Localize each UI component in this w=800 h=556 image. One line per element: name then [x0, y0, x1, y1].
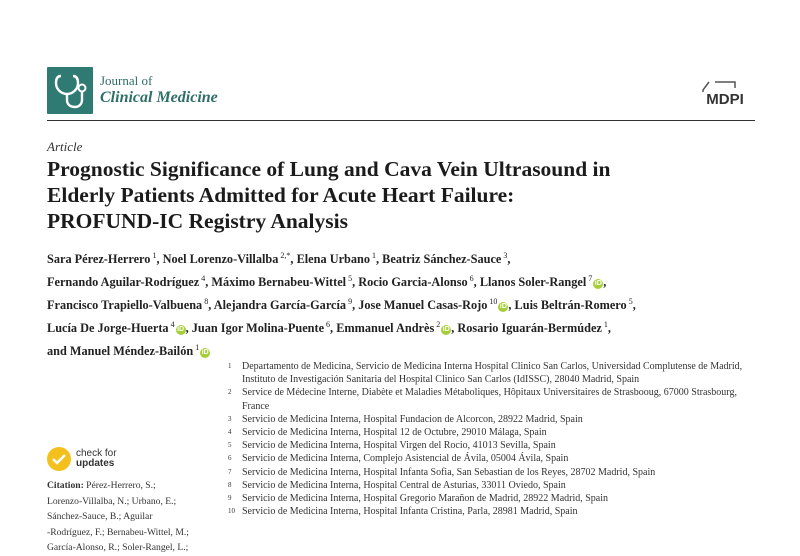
orcid-icon[interactable]: iD — [201, 349, 209, 357]
affiliation-number: 7 — [228, 467, 232, 476]
citation-line: -Rodríguez, F.; Bernabeu-Wittel, M.; — [47, 526, 189, 538]
author-list — [47, 246, 767, 361]
article-type: Article — [47, 139, 83, 154]
author-name[interactable]: Emmanuel Andrès $^2$iD — [336, 320, 450, 336]
affiliation-item — [228, 492, 748, 505]
affiliation-marker: 2 — [434, 320, 441, 330]
affiliation-marker: 6 — [467, 274, 474, 284]
orcid-icon[interactable]: iD — [442, 326, 450, 334]
affiliation-marker: 1 — [193, 343, 200, 353]
citation-line: García-Alonso, R.; Soler-Rangel, L.; — [47, 542, 189, 553]
affiliation-text: Servicio de Medicina Interna, Hospital Central de Asturias, 33011 Oviedo, Spain — [242, 479, 566, 491]
author-line: Lucía De Jorge-Huerta $^4$iD , Juan Igor Molina-Puente $^6$, Emmanuel Andrès $^2$iD , Rosario Iguarán-Bermúdez $^1$, — [47, 320, 611, 336]
updates-label: updates — [76, 458, 115, 469]
affiliation-marker: 1 — [601, 320, 608, 330]
author-line: Fernando Aguilar-Rodríguez $^4$, Máximo Bernabeu-Wittel $^5$, Rocio Garcia-Alonso $^6$, Llanos Soler-Rangel $^7$iD , — [47, 274, 607, 290]
author-name[interactable]: Rosario Iguarán-Bermúdez $^1$ — [457, 320, 608, 336]
affiliation-number: 4 — [228, 428, 232, 437]
affiliation-item — [228, 413, 748, 426]
title-line: Prognostic Significance of Lung and Cava Vein Ultrasound in — [47, 157, 611, 181]
affiliation-number: 9 — [228, 494, 232, 503]
orcid-icon[interactable]: iD — [594, 280, 602, 288]
affiliation-marker: 10 — [487, 297, 498, 307]
affiliation-marker: 9 — [346, 297, 353, 307]
affiliation-text: Departamento de Medicina, Servicio de Medicina Interna Hospital Clinico San Carlos, Universidad Complutense de Madrid, Instituto de Investigación Sanitaria del Hospital Clinico San Carlos (IdISSC), 28040 Madrid, Spain — [242, 361, 743, 386]
affiliation-number: 5 — [228, 441, 232, 450]
affiliation-number: 1 — [228, 362, 232, 370]
author-name[interactable]: Luis Beltrán-Romero $^5$ — [514, 297, 633, 313]
check-for-label: check for — [76, 448, 117, 459]
title-line: Elderly Patients Admitted for Acute Heart Failure: — [47, 183, 515, 207]
affiliation-marker: 7 — [586, 274, 593, 284]
affiliation-marker: 5 — [626, 297, 633, 307]
author-line — [47, 338, 767, 361]
author-line: Francisco Trapiello-Valbuena $^8$, Alejandra García-García $^9$, Jose Manuel Casas-Rojo $^{10}$iD , Luis Beltrán-Romero $^5$, — [47, 297, 636, 313]
affiliation-text: Service de Médecine Interne, Diabète et Maladies Métaboliques, Hôpitaux Universitaires de Strasbooug, 67000 Strasbourg, France — [242, 387, 737, 412]
affiliation-text: Servicio de Medicina Interna, Hospital Gregorio Marañon de Madrid, 28922 Madrid, Spain — [242, 493, 609, 505]
affiliation-item — [228, 426, 748, 439]
author-name[interactable]: Juan Igor Molina-Puente $^6$ — [191, 320, 331, 336]
author-name[interactable]: Lucía De Jorge-Huerta $^4$iD — [47, 320, 185, 336]
journal-title: Clinical Medicine — [100, 88, 218, 106]
author-name[interactable]: and Manuel Méndez-Bailón $^1$iD — [47, 343, 209, 359]
author-name[interactable]: Alejandra García-García $^9$ — [213, 297, 353, 313]
affiliation-item — [228, 360, 748, 386]
affiliation-item — [228, 386, 748, 412]
check-for-updates-badge[interactable] — [47, 447, 117, 471]
affiliation-marker: 8 — [202, 297, 209, 307]
author-name[interactable]: Beatriz Sánchez-Sauce $^3$ — [382, 251, 508, 267]
author-name[interactable]: Francisco Trapiello-Valbuena $^8$ — [47, 297, 209, 313]
citation-line: Sánchez-Sauce, B.; Aguilar — [47, 511, 153, 522]
header-divider — [47, 120, 755, 121]
affiliation-item — [228, 439, 748, 452]
stethoscope-icon — [47, 67, 93, 114]
journal-name — [100, 74, 218, 107]
author-name[interactable]: Llanos Soler-Rangel $^7$iD — [479, 274, 602, 290]
author-line: Sara Pérez-Herrero $^1$, Noel Lorenzo-Villalba $^{2,*}$, Elena Urbano $^1$, Beatriz Sánchez-Sauce $^3$, — [47, 251, 511, 267]
affiliation-number: 8 — [228, 480, 232, 489]
check-for-updates-icon — [47, 447, 71, 471]
affiliation-text: Servicio de Medicina Interna, Complejo Asistencial de Ávila, 05004 Ávila, Spain — [242, 453, 569, 465]
journal-prefix: Journal of — [100, 73, 153, 88]
author-name[interactable]: Jose Manuel Casas-Rojo $^{10}$iD — [358, 297, 507, 313]
journal-logo — [47, 67, 93, 114]
affiliation-number: 3 — [228, 414, 232, 423]
affiliation-marker: 6 — [324, 320, 331, 330]
affiliation-item — [228, 505, 748, 518]
author-name[interactable]: Rocio Garcia-Alonso $^6$ — [358, 274, 474, 290]
citation-line: Citation: Pérez-Herrero, S.; — [47, 480, 156, 491]
affiliation-marker: 4 — [168, 320, 175, 330]
affiliation-text: Servicio de Medicina Interna, Hospital Fundacion de Alcorcon, 28922 Madrid, Spain — [242, 413, 583, 425]
affiliation-marker: 1 — [150, 251, 157, 260]
affiliation-item — [228, 479, 748, 492]
author-name[interactable]: Elena Urbano $^1$ — [296, 251, 377, 267]
affiliation-number: 10 — [228, 507, 235, 516]
affiliation-text: Servicio de Medicina Interna, Hospital Infanta Cristina, Parla, 28981 Madrid, Spain — [242, 506, 578, 518]
affiliation-number: 2 — [228, 388, 232, 397]
author-name[interactable]: Sara Pérez-Herrero $^1$ — [47, 251, 157, 267]
affiliation-marker: 1 — [370, 251, 377, 260]
article-title — [47, 156, 747, 234]
affiliation-marker: 4 — [199, 274, 206, 284]
affiliation-number: 6 — [228, 454, 232, 463]
affiliation-marker: 3 — [501, 251, 508, 260]
affiliation-item — [228, 466, 748, 479]
affiliation-item — [228, 452, 748, 465]
affiliations-list — [228, 360, 748, 518]
mdpi-logo-text: MDPI — [706, 91, 744, 108]
citation-block — [47, 478, 217, 556]
affiliation-text: Servicio de Medicina Interna, Hospital Infanta Sofia, San Sebastian de los Reyes, 28702 Madrid, Spain — [242, 466, 656, 478]
title-line: PROFUND-IC Registry Analysis — [47, 209, 348, 233]
citation-line: Lorenzo-Villalba, N.; Urbano, E.; — [47, 495, 177, 507]
affiliation-marker: 2,* — [278, 251, 291, 260]
affiliation-text: Servicio de Medicina Interna, Hospital Virgen del Rocio, 41013 Sevilla, Spain — [242, 440, 556, 452]
mdpi-logo — [695, 78, 755, 113]
author-name[interactable]: Máximo Bernabeu-Wittel $^5$ — [211, 274, 353, 290]
orcid-icon[interactable]: iD — [177, 326, 185, 334]
affiliation-text: Servicio de Medicina Interna, Hospital 12 de Octubre, 29010 Málaga, Spain — [242, 427, 547, 439]
author-name[interactable]: Fernando Aguilar-Rodríguez $^4$ — [47, 274, 206, 290]
affiliation-marker: 5 — [346, 274, 353, 284]
orcid-icon[interactable]: iD — [499, 303, 507, 311]
citation-label: Citation: — [47, 480, 87, 491]
author-name[interactable]: Noel Lorenzo-Villalba $^{2,*}$ — [162, 251, 291, 267]
